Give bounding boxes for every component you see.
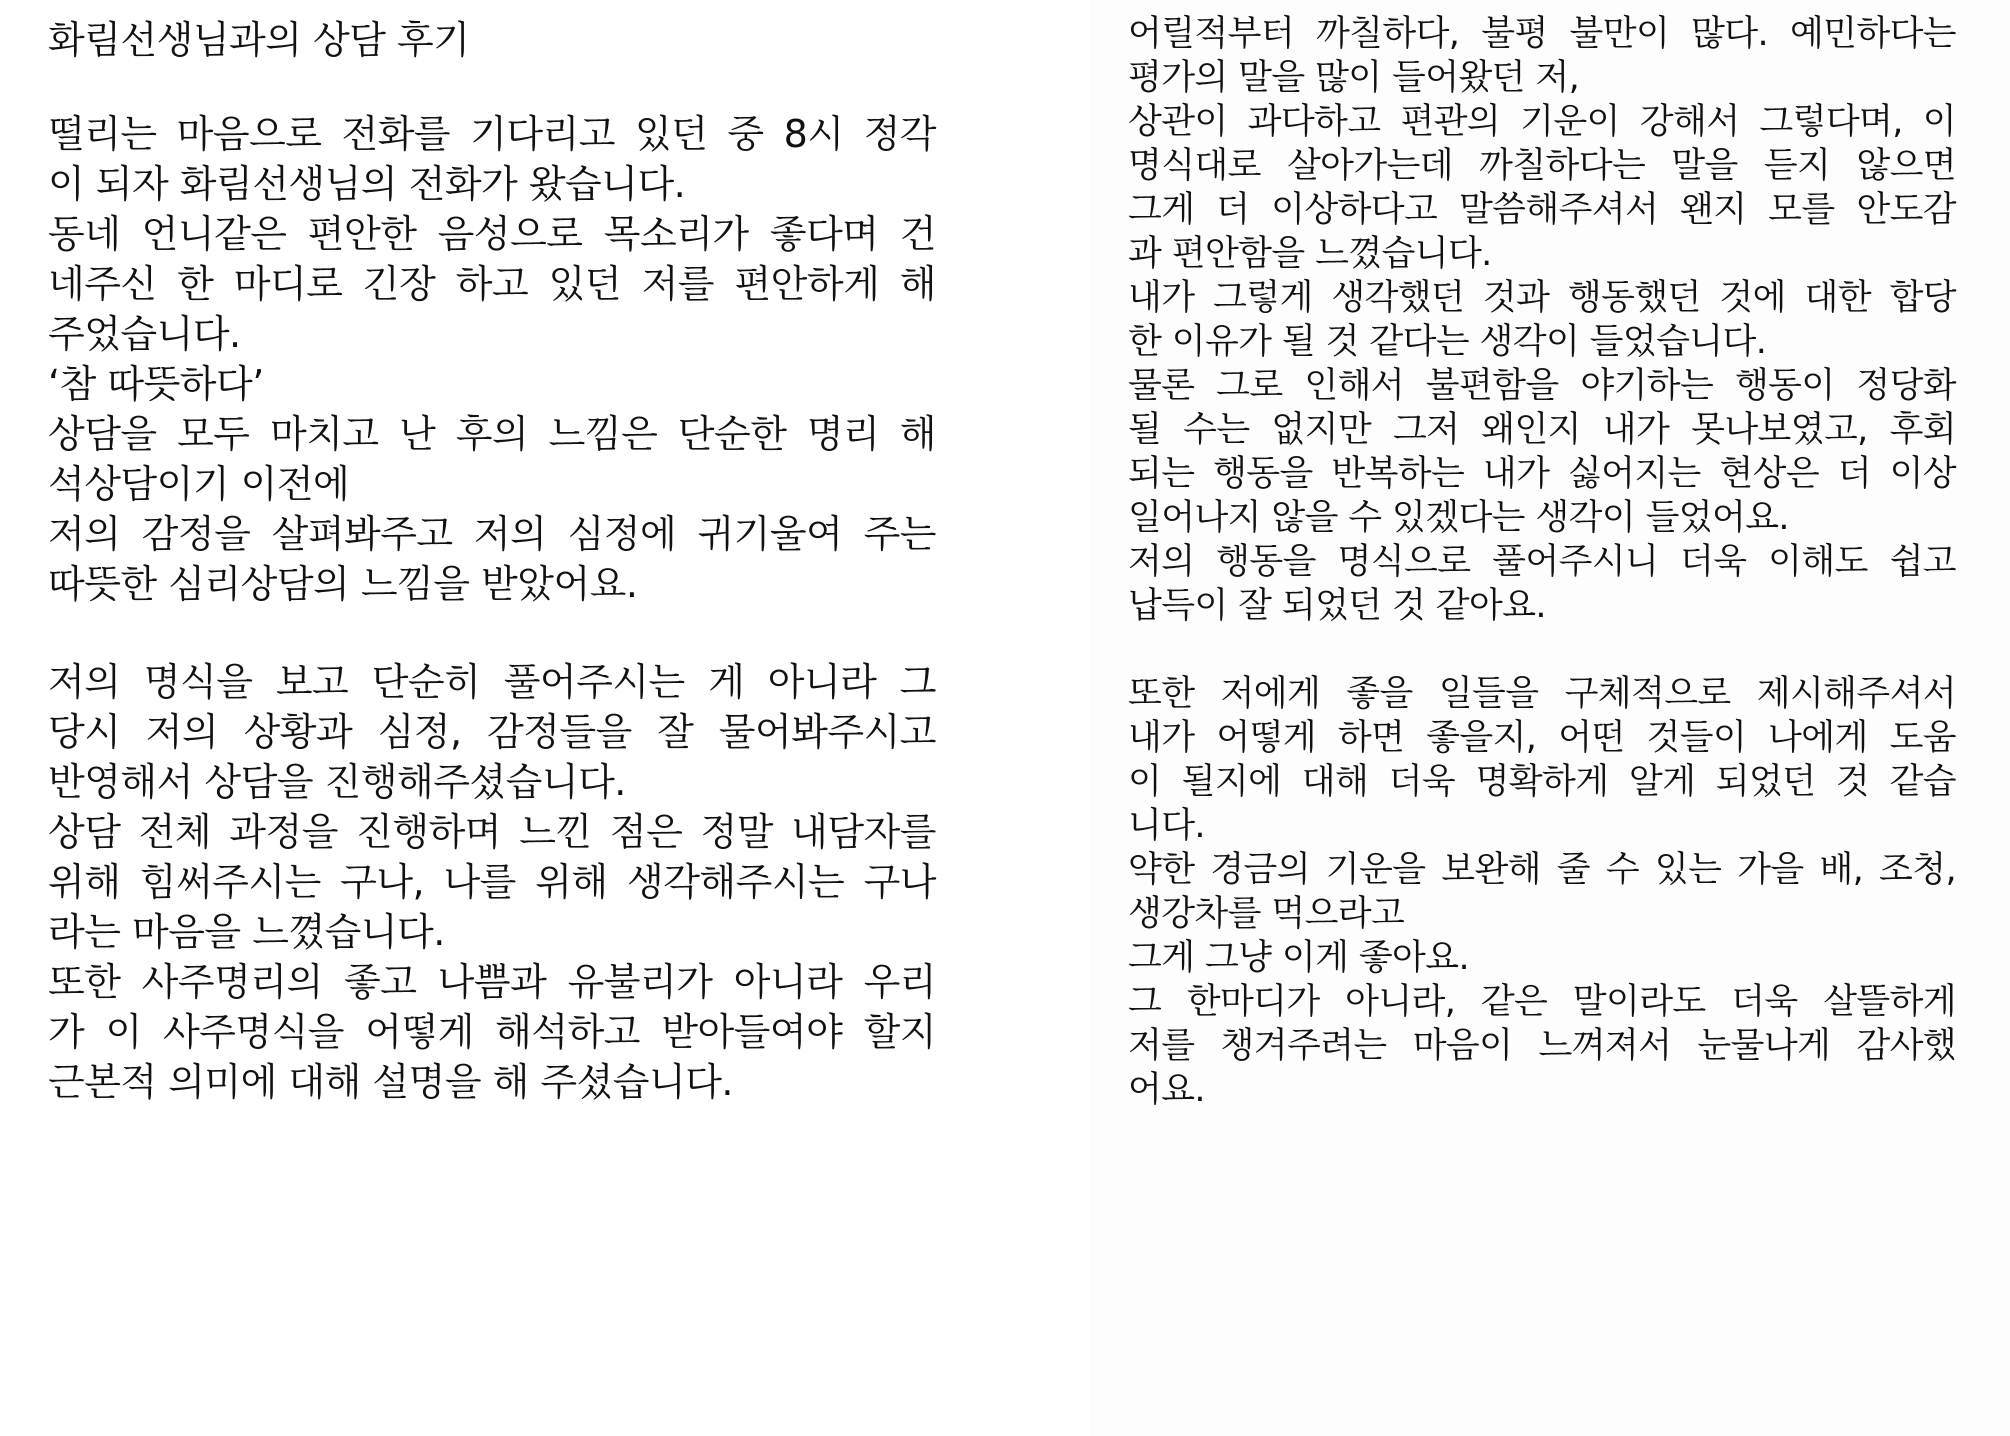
text-line: 어요. <box>1128 1070 1205 1110</box>
text-line: 라는 마음을 느꼈습니다. <box>48 910 445 954</box>
text-line: 될 수는 없지만 그저 왜인지 내가 못나보였고, 후회 <box>1128 410 1956 450</box>
text-line: 상담 전체 과정을 진행하며 느낀 점은 정말 내담자를 <box>48 810 936 854</box>
text-line: 떨리는 마음으로 전화를 기다리고 있던 중 8시 정각 <box>48 112 936 156</box>
text-line: 일어나지 않을 수 있겠다는 생각이 들었어요. <box>1128 498 1789 538</box>
text-line: 또한 사주명리의 좋고 나쁨과 유불리가 아니라 우리 <box>48 960 936 1004</box>
text-line: 약한 경금의 기운을 보완해 줄 수 있는 가을 배, 조청, <box>1128 850 1956 890</box>
text-line: 과 편안함을 느꼈습니다. <box>1128 234 1492 274</box>
text-line: 이 될지에 대해 더욱 명확하게 알게 되었던 것 같습 <box>1128 762 1956 802</box>
text-line: 저의 행동을 명식으로 풀어주시니 더욱 이해도 쉽고 <box>1128 542 1956 582</box>
text-line: 내가 어떻게 하면 좋을지, 어떤 것들이 나에게 도움 <box>1128 718 1956 758</box>
right-text-column <box>1090 0 2010 1436</box>
text-line: 그 한마디가 아니라, 같은 말이라도 더욱 살뜰하게 <box>1128 982 1956 1022</box>
text-line: 그게 그냥 이게 좋아요. <box>1128 938 1469 978</box>
text-line: 위해 힘써주시는 구나, 나를 위해 생각해주시는 구나 <box>48 860 936 904</box>
text-line: 가 이 사주명식을 어떻게 해석하고 받아들여야 할지 <box>48 1010 936 1054</box>
text-line: 되는 행동을 반복하는 내가 싫어지는 현상은 더 이상 <box>1128 454 1956 494</box>
text-line: 근본적 의미에 대해 설명을 해 주셨습니다. <box>48 1060 734 1104</box>
quote-line: ‘참 따뜻하다’ <box>48 362 264 406</box>
left-text-column <box>0 0 960 1436</box>
text-line: 또한 저에게 좋을 일들을 구체적으로 제시해주셔서 <box>1128 674 1956 714</box>
text-line: 명식대로 살아가는데 까칠하다는 말을 듣지 않으면 <box>1128 146 1956 186</box>
text-line: 네주신 한 마디로 긴장 하고 있던 저를 편안하게 해 <box>48 262 936 306</box>
text-line: 생강차를 먹으라고 <box>1128 894 1405 934</box>
text-line: 주었습니다. <box>48 312 241 356</box>
text-line: 석상담이기 이전에 <box>48 462 350 506</box>
text-line: 니다. <box>1128 806 1205 846</box>
text-line: 저의 감정을 살펴봐주고 저의 심정에 귀기울여 주는 <box>48 512 936 556</box>
text-line: 저의 명식을 보고 단순히 풀어주시는 게 아니라 그 <box>48 660 936 704</box>
text-line: 어릴적부터 까칠하다, 불평 불만이 많다. 예민하다는 <box>1128 14 1956 54</box>
text-line: 저를 챙겨주려는 마음이 느껴져서 눈물나게 감사했 <box>1128 1026 1956 1066</box>
text-line: 납득이 잘 되었던 것 같아요. <box>1128 586 1546 626</box>
text-line: 상관이 과다하고 편관의 기운이 강해서 그렇다며, 이 <box>1128 102 1956 142</box>
review-title: 화림선생님과의 상담 후기 <box>48 18 470 62</box>
text-line: 그게 더 이상하다고 말씀해주셔서 왠지 모를 안도감 <box>1128 190 1956 230</box>
text-line: 평가의 말을 많이 들어왔던 저, <box>1128 58 1580 98</box>
text-line: 한 이유가 될 것 같다는 생각이 들었습니다. <box>1128 322 1767 362</box>
text-line: 물론 그로 인해서 불편함을 야기하는 행동이 정당화 <box>1128 366 1956 406</box>
text-line: 이 되자 화림선생님의 전화가 왔습니다. <box>48 162 686 206</box>
text-line: 동네 언니같은 편안한 음성으로 목소리가 좋다며 건 <box>48 212 936 256</box>
text-line: 따뜻한 심리상담의 느낌을 받았어요. <box>48 562 638 606</box>
text-line: 내가 그렇게 생각했던 것과 행동했던 것에 대한 합당 <box>1128 278 1956 318</box>
text-line: 당시 저의 상황과 심정, 감정들을 잘 물어봐주시고 <box>48 710 936 754</box>
text-line: 반영해서 상담을 진행해주셨습니다. <box>48 760 626 804</box>
text-line: 상담을 모두 마치고 난 후의 느낌은 단순한 명리 해 <box>48 412 936 456</box>
